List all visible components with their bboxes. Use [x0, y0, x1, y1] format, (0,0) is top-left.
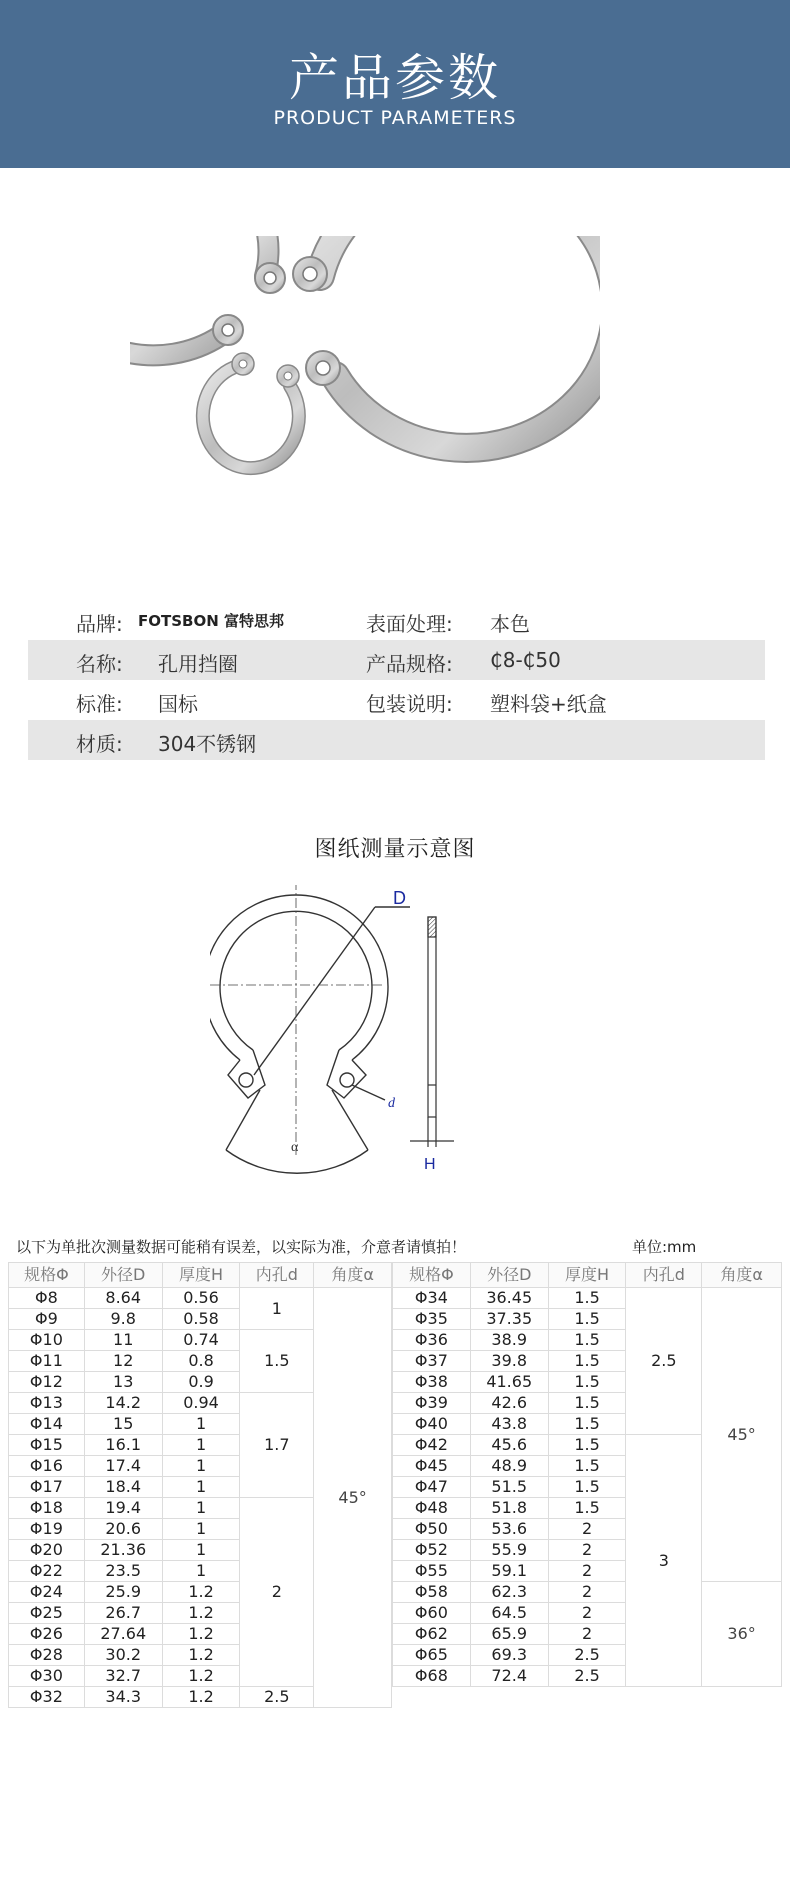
spec-value: 孔用挡圈: [158, 652, 238, 676]
label-alpha: α: [291, 1140, 299, 1155]
label-H: H: [424, 1156, 436, 1173]
spec-value: 塑料袋+纸盒: [490, 692, 607, 716]
thickness-cell: 1.5: [548, 1351, 626, 1372]
spec-value: 304不锈钢: [158, 732, 257, 756]
outer-dia-cell: 38.9: [470, 1330, 548, 1351]
spec-cell: Φ10: [9, 1330, 85, 1351]
outer-dia-cell: 8.64: [84, 1288, 162, 1309]
parameter-table-right: [392, 1262, 782, 1687]
spec-value: 本色: [490, 612, 530, 636]
outer-dia-cell: 32.7: [84, 1666, 162, 1687]
thickness-cell: 1.5: [548, 1393, 626, 1414]
thickness-cell: 1.5: [548, 1330, 626, 1351]
spec-cell: Φ28: [9, 1645, 85, 1666]
outer-dia-cell: 18.4: [84, 1477, 162, 1498]
outer-dia-cell: 59.1: [470, 1561, 548, 1582]
table-row: [9, 1288, 392, 1309]
outer-dia-cell: 65.9: [470, 1624, 548, 1645]
spec-cell: Φ26: [9, 1624, 85, 1645]
outer-dia-cell: 48.9: [470, 1456, 548, 1477]
spec-cell: Φ65: [393, 1645, 471, 1666]
outer-dia-cell: 62.3: [470, 1582, 548, 1603]
spec-cell: Φ48: [393, 1498, 471, 1519]
thickness-cell: 1: [162, 1477, 240, 1498]
column-header: 厚度H: [548, 1263, 626, 1288]
page-title: 产品参数: [289, 49, 501, 107]
thickness-cell: 1.5: [548, 1414, 626, 1435]
thickness-cell: 0.8: [162, 1351, 240, 1372]
table-header-row: [393, 1263, 782, 1288]
outer-dia-cell: 30.2: [84, 1645, 162, 1666]
spec-cell: Φ60: [393, 1603, 471, 1624]
thickness-cell: 0.74: [162, 1330, 240, 1351]
thickness-cell: 1.5: [548, 1435, 626, 1456]
spec-cell: Φ25: [9, 1603, 85, 1624]
column-header: 外径D: [84, 1263, 162, 1288]
outer-dia-cell: 42.6: [470, 1393, 548, 1414]
spec-cell: Φ20: [9, 1540, 85, 1561]
hole-cell: 1: [240, 1288, 314, 1330]
outer-dia-cell: 15: [84, 1414, 162, 1435]
spec-cell: Φ38: [393, 1372, 471, 1393]
outer-dia-cell: 45.6: [470, 1435, 548, 1456]
outer-dia-cell: 64.5: [470, 1603, 548, 1624]
spec-cell: Φ14: [9, 1414, 85, 1435]
spec-cell: Φ19: [9, 1519, 85, 1540]
outer-dia-cell: 27.64: [84, 1624, 162, 1645]
table-row: [393, 1582, 782, 1603]
spec-cell: Φ17: [9, 1477, 85, 1498]
spec-cell: Φ37: [393, 1351, 471, 1372]
spec-key: 包装说明:: [366, 692, 453, 716]
spec-cell: Φ36: [393, 1330, 471, 1351]
spec-key: 品牌:: [76, 612, 123, 636]
outer-dia-cell: 17.4: [84, 1456, 162, 1477]
spec-key: 标准:: [76, 692, 123, 716]
thickness-cell: 1.2: [162, 1666, 240, 1687]
outer-dia-cell: 26.7: [84, 1603, 162, 1624]
hole-cell: 2: [240, 1498, 314, 1687]
outer-dia-cell: 53.6: [470, 1519, 548, 1540]
spec-cell: Φ13: [9, 1393, 85, 1414]
outer-dia-cell: 36.45: [470, 1288, 548, 1309]
large-circlip: [293, 236, 600, 448]
spec-cell: Φ58: [393, 1582, 471, 1603]
outer-dia-cell: 72.4: [470, 1666, 548, 1687]
spec-cell: Φ30: [9, 1666, 85, 1687]
outer-dia-cell: 21.36: [84, 1540, 162, 1561]
thickness-cell: 1: [162, 1519, 240, 1540]
spec-key: 名称:: [76, 652, 123, 676]
thickness-cell: 1.2: [162, 1687, 240, 1708]
parameter-table-left: [8, 1262, 392, 1708]
outer-dia-cell: 12: [84, 1351, 162, 1372]
spec-cell: Φ15: [9, 1435, 85, 1456]
brand-name: FOTSBON 富特思邦: [138, 612, 284, 630]
outer-dia-cell: 55.9: [470, 1540, 548, 1561]
thickness-cell: 2.5: [548, 1645, 626, 1666]
measurement-drawing: [210, 885, 550, 1175]
spec-cell: Φ32: [9, 1687, 85, 1708]
thickness-cell: 2: [548, 1582, 626, 1603]
thickness-cell: 1: [162, 1540, 240, 1561]
spec-cell: Φ55: [393, 1561, 471, 1582]
spec-key: 材质:: [76, 732, 123, 756]
spec-row-standard: [28, 680, 765, 720]
hole-cell: 1.5: [240, 1330, 314, 1393]
angle-cell: 36°: [702, 1582, 782, 1687]
thickness-cell: 1.2: [162, 1624, 240, 1645]
thickness-cell: 2: [548, 1540, 626, 1561]
outer-dia-cell: 23.5: [84, 1561, 162, 1582]
outer-dia-cell: 51.8: [470, 1498, 548, 1519]
medium-circlip: [130, 236, 285, 355]
column-header: 角度α: [702, 1263, 782, 1288]
thickness-cell: 1: [162, 1498, 240, 1519]
thickness-cell: 2: [548, 1519, 626, 1540]
thickness-cell: 1.2: [162, 1582, 240, 1603]
spec-cell: Φ52: [393, 1540, 471, 1561]
column-header: 内孔d: [240, 1263, 314, 1288]
thickness-cell: 1.5: [548, 1456, 626, 1477]
thickness-cell: 2.5: [548, 1666, 626, 1687]
outer-dia-cell: 34.3: [84, 1687, 162, 1708]
spec-cell: Φ18: [9, 1498, 85, 1519]
spec-cell: Φ68: [393, 1666, 471, 1687]
outer-dia-cell: 25.9: [84, 1582, 162, 1603]
outer-dia-cell: 69.3: [470, 1645, 548, 1666]
thickness-cell: 2: [548, 1624, 626, 1645]
angle-cell: 45°: [314, 1288, 392, 1708]
thickness-cell: 1: [162, 1456, 240, 1477]
hole-cell: 2.5: [626, 1288, 702, 1435]
hole-cell: 3: [626, 1435, 702, 1687]
thickness-cell: 1.5: [548, 1477, 626, 1498]
spec-value: 国标: [158, 692, 198, 716]
right-lug-hole: [340, 1073, 354, 1087]
thickness-cell: 1.2: [162, 1603, 240, 1624]
page-subtitle: PRODUCT PARAMETERS: [273, 107, 517, 129]
spec-cell: Φ34: [393, 1288, 471, 1309]
outer-dia-cell: 9.8: [84, 1309, 162, 1330]
spec-cell: Φ24: [9, 1582, 85, 1603]
spec-key: 产品规格:: [366, 652, 453, 676]
thickness-cell: 0.9: [162, 1372, 240, 1393]
outer-dia-cell: 14.2: [84, 1393, 162, 1414]
spec-cell: Φ16: [9, 1456, 85, 1477]
drawing-title: 图纸测量示意图: [314, 837, 476, 862]
thickness-cell: 1.5: [548, 1288, 626, 1309]
thickness-cell: 1: [162, 1414, 240, 1435]
table-header-row: [9, 1263, 392, 1288]
thickness-cell: 0.94: [162, 1393, 240, 1414]
outer-dia-cell: 16.1: [84, 1435, 162, 1456]
outer-dia-cell: 13: [84, 1372, 162, 1393]
thickness-cell: 2: [548, 1561, 626, 1582]
column-header: 厚度H: [162, 1263, 240, 1288]
small-circlip: [203, 353, 299, 468]
spec-row-material: [28, 720, 765, 760]
spec-cell: Φ50: [393, 1519, 471, 1540]
spec-cell: Φ45: [393, 1456, 471, 1477]
hole-cell: 2.5: [240, 1687, 314, 1708]
outer-dia-cell: 51.5: [470, 1477, 548, 1498]
thickness-cell: 1.5: [548, 1498, 626, 1519]
thickness-cell: 2: [548, 1603, 626, 1624]
spec-cell: Φ11: [9, 1351, 85, 1372]
column-header: 规格Φ: [9, 1263, 85, 1288]
spec-row-brand: [28, 600, 765, 640]
outer-dia-cell: 37.35: [470, 1309, 548, 1330]
outer-dia-cell: 19.4: [84, 1498, 162, 1519]
label-d: d: [388, 1096, 395, 1111]
thickness-cell: 1.5: [548, 1309, 626, 1330]
column-header: 角度α: [314, 1263, 392, 1288]
column-header: 内孔d: [626, 1263, 702, 1288]
outer-dia-cell: 39.8: [470, 1351, 548, 1372]
spec-cell: Φ40: [393, 1414, 471, 1435]
angle-cell: 45°: [702, 1288, 782, 1582]
spec-cell: Φ9: [9, 1309, 85, 1330]
header-banner: [0, 0, 790, 168]
thickness-cell: 1.5: [548, 1372, 626, 1393]
outer-dia-cell: 43.8: [470, 1414, 548, 1435]
thickness-cell: 0.56: [162, 1288, 240, 1309]
label-D: D: [393, 888, 406, 908]
side-view: [410, 917, 454, 1147]
thickness-cell: 1: [162, 1561, 240, 1582]
left-lug-hole: [239, 1073, 253, 1087]
unit-label: 单位:mm: [632, 1238, 697, 1256]
spec-cell: Φ39: [393, 1393, 471, 1414]
thickness-cell: 1: [162, 1435, 240, 1456]
table-row: [393, 1288, 782, 1309]
product-photo: [130, 236, 600, 556]
column-header: 规格Φ: [393, 1263, 471, 1288]
hole-cell: 1.7: [240, 1393, 314, 1498]
outer-dia-cell: 20.6: [84, 1519, 162, 1540]
measurement-note: 以下为单批次测量数据可能稍有误差，以实际为准，介意者请慎拍！: [16, 1238, 467, 1256]
spec-cell: Φ8: [9, 1288, 85, 1309]
spec-cell: Φ35: [393, 1309, 471, 1330]
outer-dia-cell: 41.65: [470, 1372, 548, 1393]
thickness-cell: 1.2: [162, 1645, 240, 1666]
spec-cell: Φ47: [393, 1477, 471, 1498]
spec-cell: Φ12: [9, 1372, 85, 1393]
outer-dia-cell: 11: [84, 1330, 162, 1351]
spec-cell: Φ42: [393, 1435, 471, 1456]
spec-value: ₵8-₵50: [490, 648, 561, 672]
spec-cell: Φ22: [9, 1561, 85, 1582]
spec-cell: Φ62: [393, 1624, 471, 1645]
thickness-cell: 0.58: [162, 1309, 240, 1330]
diameter-line: [254, 907, 375, 1075]
column-header: 外径D: [470, 1263, 548, 1288]
spec-row-name: [28, 640, 765, 680]
spec-key: 表面处理:: [366, 612, 453, 636]
